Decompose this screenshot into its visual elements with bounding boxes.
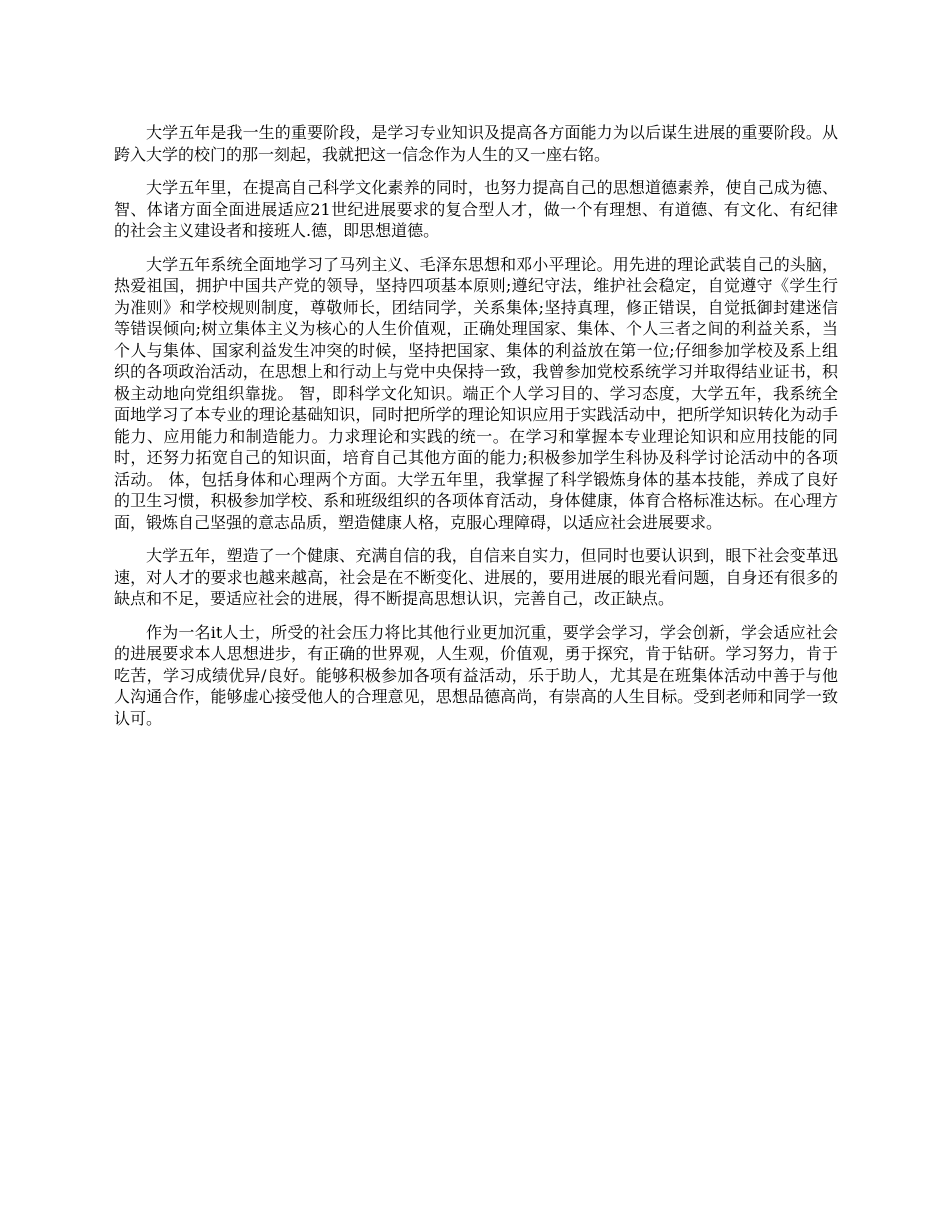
paragraph-1: 大学五年是我一生的重要阶段，是学习专业知识及提高各方面能力为以后谋生进展的重要阶段。从跨入大学的校门的那一刻起，我就把这一信念作为人生的又一座右铭。 xyxy=(114,123,838,164)
paragraph-3: 大学五年系统全面地学习了马列主义、毛泽东思想和邓小平理论。用先进的理论武装自己的头脑，热爱祖国，拥护中国共产党的领导，坚持四项基本原则;遵纪守法，维护社会稳定，自觉遵守《学生行为准则》和学校规则制度，尊敬师长，团结同学，关系集体;坚持真理，修正错误，自觉抵御封建迷信等错误倾向;树立集体主义为核心的人生价值观，正确处理国家、集体、个人三者之间的利益关系，当个人与集体、国家利益发生冲突的时候，坚持把国家、集体的利益放在第一位;仔细参加学校及系上组织的各项政治活动，在思想上和行动上与党中央保持一致，我曾参加党校系统学习并取得结业证书，积极主动地向党组织靠拢。 智，即科学文化知识。端正个人学习目的、学习态度，大学五年，我系统全面地学习了本专业的理论基础知识，同时把所学的理论知识应用于实践活动中，把所学知识转化为动手能力、应用能力和制造能力。力求理论和实践的统一。在学习和掌握本专业理论知识和应用技能的同时，还努力拓宽自己的知识面，培育自己其他方面的能力;积极参加学生科协及科学讨论活动中的各项活动。 体，包括身体和心理两个方面。大学五年里，我掌握了科学锻炼身体的基本技能，养成了良好的卫生习惯，积极参加学校、系和班级组织的各项体育活动，身体健康，体育合格标准达标。在心理方面，锻炼自己坚强的意志品质，塑造健康人格，克服心理障碍，以适应社会进展要求。 xyxy=(114,254,838,532)
paragraph-5: 作为一名it人士，所受的社会压力将比其他行业更加沉重，要学会学习，学会创新，学会适应社会的进展要求本人思想进步，有正确的世界观，人生观，价值观，勇于探究，肯于钻研。学习努力，肯于吃苦，学习成绩优异/良好。能够积极参加各项有益活动，乐于助人，尤其是在班集体活动中善于与他人沟通合作，能够虚心接受他人的合理意见，思想品德高尚，有崇高的人生目标。受到老师和同学一致认可。 xyxy=(114,622,838,728)
paragraph-4: 大学五年，塑造了一个健康、充满自信的我，自信来自实力，但同时也要认识到，眼下社会变革迅速，对人才的要求也越来越高，社会是在不断变化、进展的，要用进展的眼光看问题，自身还有很多的缺点和不足，要适应社会的进展，得不断提高思想认识，完善自己，改正缺点。 xyxy=(114,546,838,608)
document-page xyxy=(114,122,838,741)
paragraph-2: 大学五年里，在提高自己科学文化素养的同时，也努力提高自己的思想道德素养，使自己成为德、智、体诸方面全面进展适应21世纪进展要求的复合型人才，做一个有理想、有道德、有文化、有纪律的社会主义建设者和接班人.德，即思想道德。 xyxy=(114,178,838,240)
